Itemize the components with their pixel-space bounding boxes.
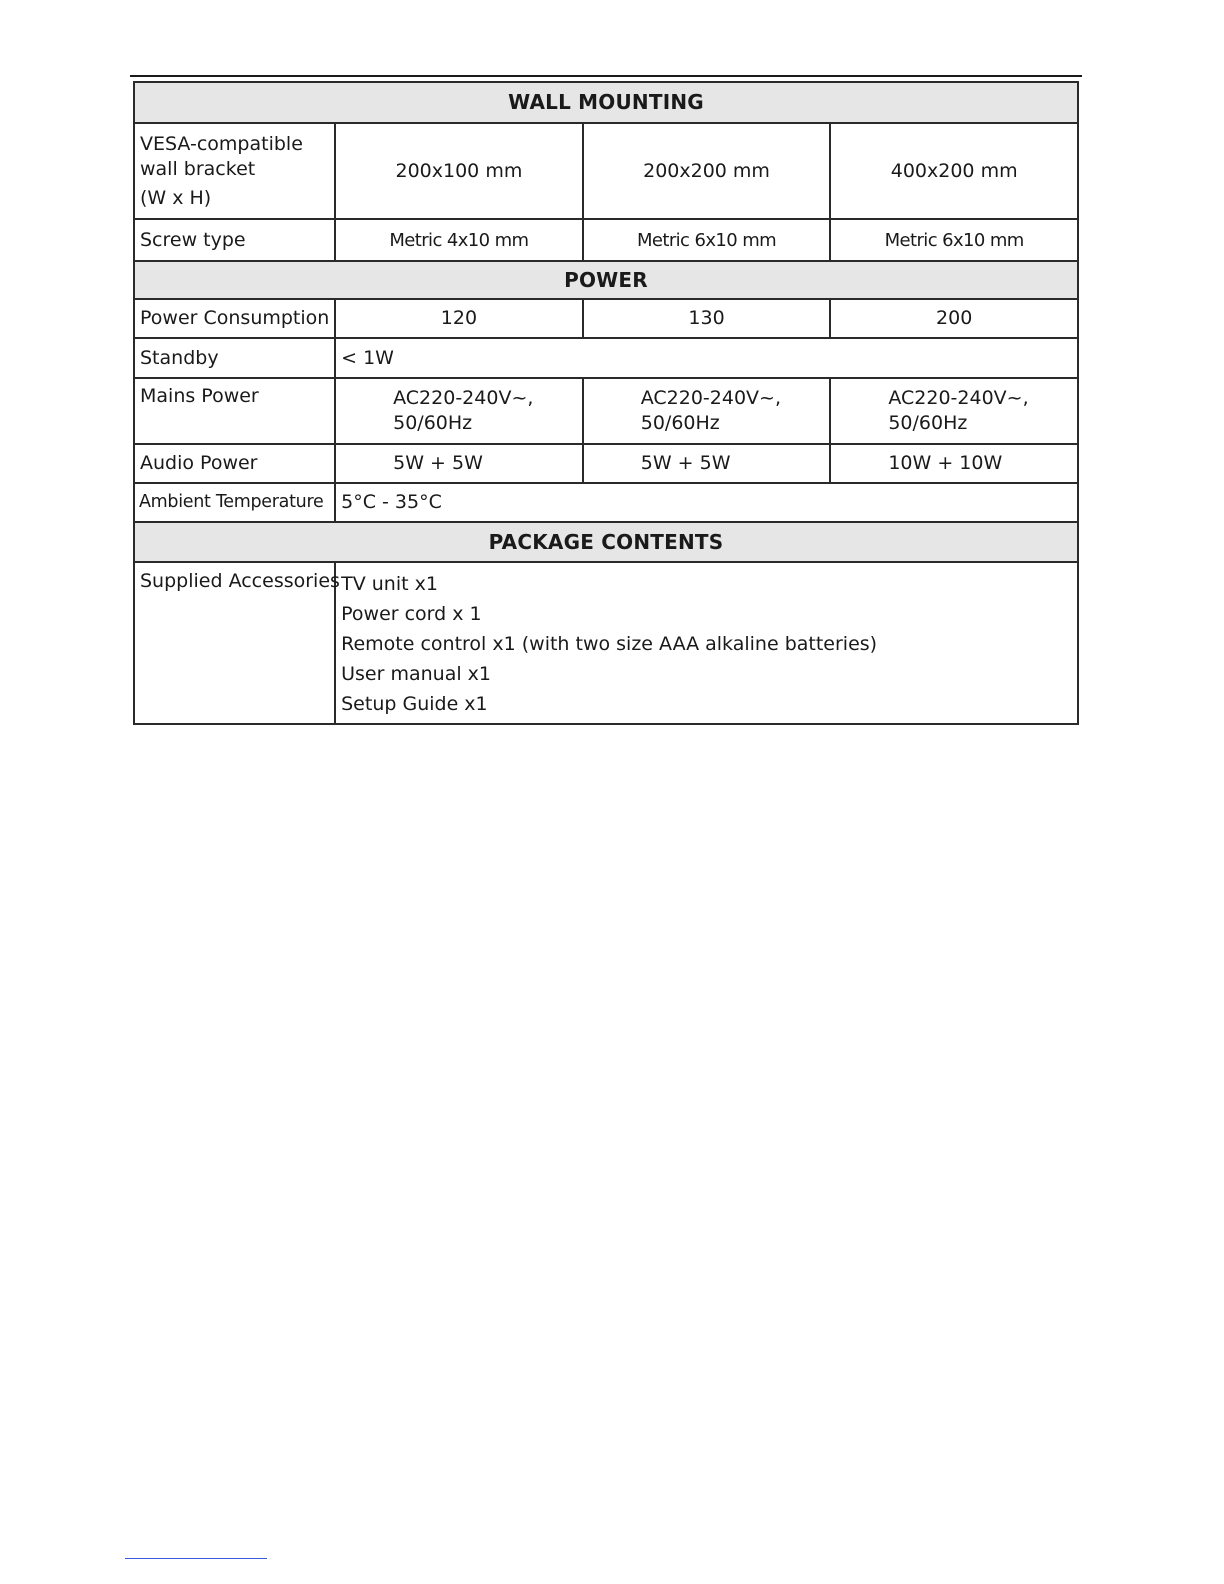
row-label-screw: Screw type [134,219,335,261]
table-row-mains [134,378,1078,444]
table-row-accessories [134,562,1078,724]
screw-value: Metric 6x10 mm [583,219,831,261]
row-label-ambient: Ambient Temperature [134,483,335,522]
row-label-vesa [134,123,335,219]
vesa-label-line: wall bracket [140,157,256,180]
consumption-value: 200 [830,299,1078,338]
top-rule [130,75,1082,77]
mains-line: AC220-240V~, [888,387,1029,409]
table-row-vesa [134,123,1078,219]
ambient-value: 5°C - 35°C [335,483,1078,522]
list-item: User manual x1 [341,663,492,685]
mains-value [830,378,1078,444]
list-item: Remote control x1 (with two size AAA alkaline batteries) [341,633,878,655]
mains-line: AC220-240V~, [393,387,534,409]
table-row-standby [134,338,1078,378]
table-row-consumption [134,299,1078,338]
consumption-value: 130 [583,299,831,338]
mains-value [583,378,831,444]
list-item: Power cord x 1 [341,603,482,625]
screw-value: Metric 6x10 mm [830,219,1078,261]
row-label-accessories: Supplied Accessories [134,562,335,724]
audio-value: 5W + 5W [583,444,831,483]
vesa-value: 200x200 mm [583,123,831,219]
row-label-mains: Mains Power [134,378,335,444]
vesa-label-line: (W x H) [140,186,212,209]
accessories-list [335,562,1078,724]
vesa-value: 200x100 mm [335,123,583,219]
audio-value: 5W + 5W [335,444,583,483]
row-label-standby: Standby [134,338,335,378]
section-title: PACKAGE CONTENTS [134,522,1078,562]
vesa-label-line: VESA-compatible [140,132,303,155]
section-title: POWER [134,261,1078,299]
section-header-power [134,261,1078,299]
list-item: TV unit x1 [341,573,438,595]
mains-line: 50/60Hz [888,412,968,434]
section-header-wall-mounting [134,82,1078,123]
mains-value [335,378,583,444]
screw-value: Metric 4x10 mm [335,219,583,261]
spec-table [133,81,1079,725]
table-row-ambient [134,483,1078,522]
footer-link-underline [125,1558,267,1559]
table-row-audio [134,444,1078,483]
standby-value: < 1W [335,338,1078,378]
mains-line: 50/60Hz [640,412,720,434]
row-label-audio: Audio Power [134,444,335,483]
section-header-package [134,522,1078,562]
audio-value: 10W + 10W [830,444,1078,483]
section-title: WALL MOUNTING [134,82,1078,123]
consumption-value: 120 [335,299,583,338]
vesa-value: 400x200 mm [830,123,1078,219]
list-item: Setup Guide x1 [341,693,488,715]
table-row-screw [134,219,1078,261]
mains-line: AC220-240V~, [640,387,782,409]
row-label-consumption: Power Consumption [134,299,335,338]
mains-line: 50/60Hz [393,412,473,434]
